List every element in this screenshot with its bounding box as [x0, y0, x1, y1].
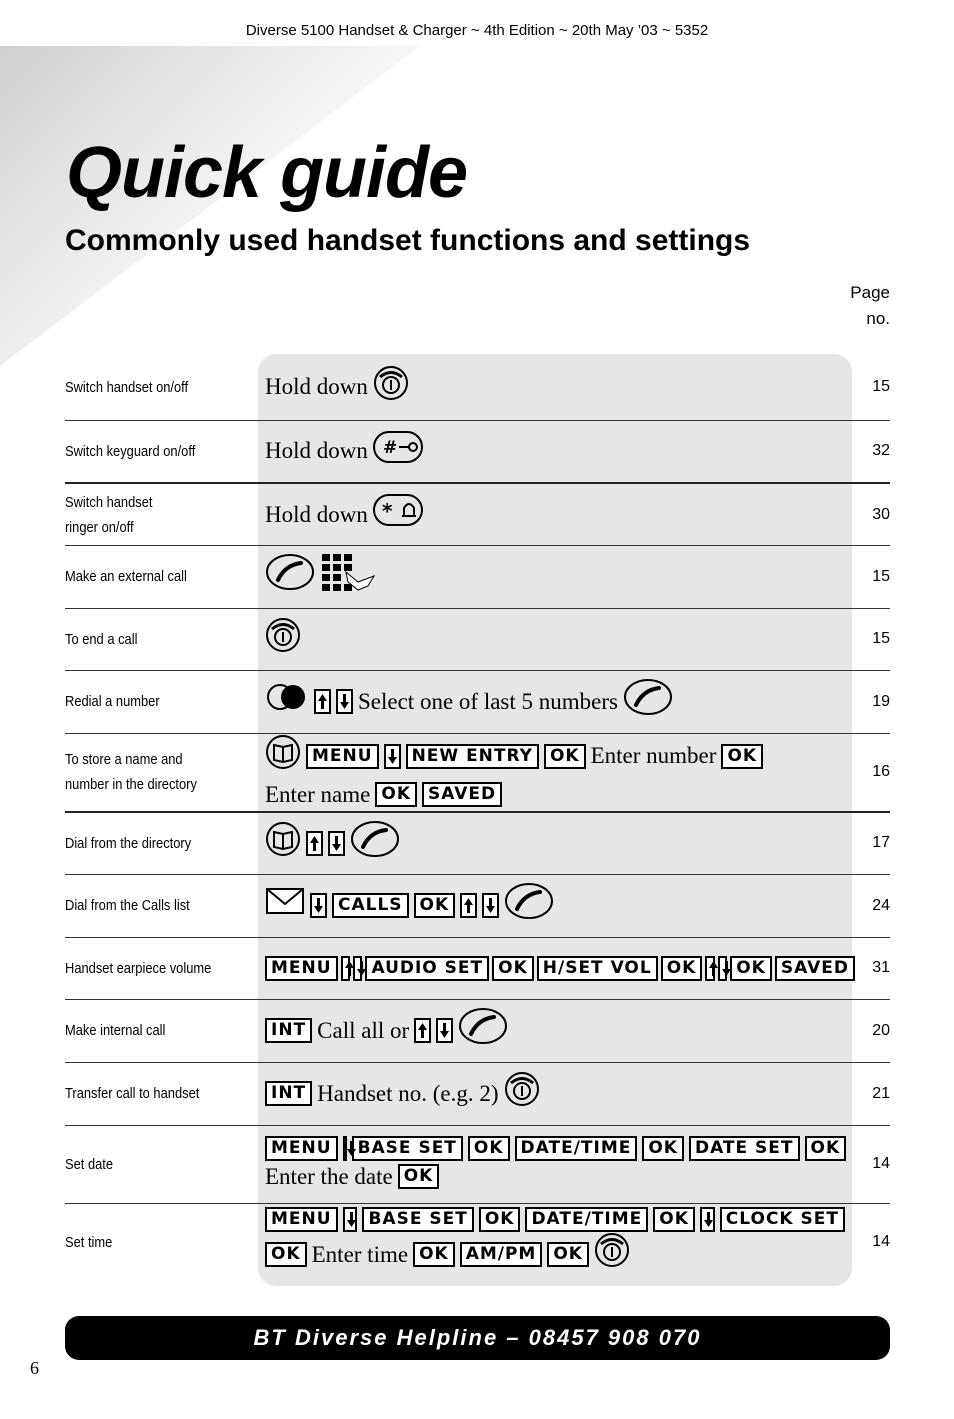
ok-key: OK	[661, 956, 703, 981]
directory-key-icon	[265, 821, 301, 866]
function-label: To end a call	[65, 630, 138, 648]
ok-key: OK	[398, 1164, 440, 1189]
envelope-icon	[265, 887, 305, 924]
page-number: 31	[872, 959, 890, 976]
guide-row	[65, 608, 890, 671]
page-header-line: Page	[850, 283, 890, 302]
ok-key: OK	[468, 1136, 510, 1161]
enter-time-text: Enter time	[311, 1241, 409, 1267]
instruction	[265, 545, 850, 608]
end-call-key-icon	[265, 617, 301, 662]
page-number: 14	[872, 1233, 890, 1250]
instruction	[265, 420, 850, 482]
enter-date-text: Enter the date	[265, 1163, 393, 1189]
up-arrow-key	[306, 831, 323, 856]
hold-down-text: Hold down	[265, 438, 368, 463]
page-subtitle: Commonly used handset functions and settings	[65, 224, 751, 257]
ok-key: OK	[414, 893, 456, 918]
page-number: 15	[872, 630, 890, 647]
svg-text:*: *	[381, 499, 393, 523]
function-label: Switch keyguard on/off	[65, 442, 196, 460]
up-arrow-key	[314, 689, 331, 714]
down-arrow-key	[384, 744, 401, 769]
down-arrow-key	[718, 956, 727, 981]
page-header-line: no.	[866, 309, 890, 328]
instruction	[265, 812, 850, 874]
function-label: Set time	[65, 1233, 113, 1251]
date-time-key: DATE/TIME	[515, 1136, 638, 1161]
guide-row	[65, 1203, 890, 1281]
menu-key: MENU	[306, 744, 379, 769]
base-set-key: BASE SET	[362, 1207, 473, 1232]
ok-key: OK	[544, 744, 586, 769]
page-number: 17	[872, 834, 890, 851]
function-label: Switch handset on/off	[65, 378, 189, 396]
handset-no-text: Handset no. (e.g. 2)	[317, 1080, 499, 1106]
ok-key: OK	[730, 956, 772, 981]
down-arrow-key	[328, 831, 345, 856]
date-time-key: DATE/TIME	[525, 1207, 648, 1232]
guide-row	[65, 937, 890, 1000]
page-number: 15	[872, 378, 890, 395]
function-label: Make an external call	[65, 568, 187, 585]
ok-key: OK	[492, 956, 534, 981]
int-key: INT	[265, 1081, 312, 1106]
down-arrow-key	[436, 1018, 453, 1043]
guide-row	[65, 420, 890, 484]
talk-key-icon	[350, 820, 400, 867]
helpline-banner: BT Diverse Helpline – 08457 908 070	[65, 1316, 890, 1360]
audio-set-key: AUDIO SET	[365, 956, 489, 981]
function-label: To store a name and number in the directory	[65, 751, 197, 793]
talk-key-icon	[504, 882, 554, 929]
int-key: INT	[265, 1018, 312, 1043]
enter-name-text: Enter name	[265, 781, 371, 807]
guide-row	[65, 812, 890, 875]
up-arrow-key	[705, 956, 714, 981]
ok-key: OK	[375, 782, 417, 807]
page-number: 21	[872, 1084, 890, 1102]
am-pm-key: AM/PM	[460, 1242, 543, 1267]
instruction	[265, 937, 855, 999]
guide-row	[65, 999, 890, 1063]
page-number: 20	[872, 1021, 890, 1039]
hset-vol-key: H/SET VOL	[537, 956, 658, 981]
function-label: Set date	[65, 1155, 114, 1173]
clock-set-key: CLOCK SET	[720, 1207, 845, 1232]
page-number: 15	[872, 567, 890, 585]
ok-key: OK	[547, 1242, 589, 1267]
guide-row	[65, 354, 890, 421]
calls-key: CALLS	[332, 893, 409, 918]
saved-key: SAVED	[775, 956, 855, 981]
ok-key: OK	[265, 1242, 307, 1267]
new-entry-key: NEW ENTRY	[406, 744, 539, 769]
instruction	[265, 608, 850, 670]
instruction	[265, 999, 850, 1062]
down-arrow-key	[336, 689, 353, 714]
page-number: 14	[872, 1155, 890, 1172]
menu-key: MENU	[265, 956, 338, 981]
instruction	[265, 874, 850, 937]
down-arrow-key	[700, 1207, 715, 1232]
enter-number-text: Enter number	[590, 743, 717, 768]
end-call-key-icon	[594, 1232, 630, 1277]
svg-text:#: #	[382, 437, 398, 458]
page-number: 32	[872, 442, 890, 459]
ok-key: OK	[805, 1136, 847, 1161]
call-all-text: Call all or	[317, 1017, 410, 1043]
talk-key-icon	[623, 678, 673, 725]
edition-header: Diverse 5100 Handset & Charger ~ 4th Edition ~ 20th May ’03 ~ 5352	[245, 22, 709, 39]
page-number: 16	[872, 763, 890, 780]
menu-key: MENU	[265, 1136, 338, 1161]
page-column-header	[850, 280, 890, 332]
guide-row	[65, 733, 890, 813]
down-arrow-key	[353, 956, 362, 981]
down-arrow-key	[310, 893, 327, 918]
hash-key-icon	[373, 431, 423, 472]
ok-key: OK	[653, 1207, 695, 1232]
up-arrow-key	[414, 1018, 431, 1043]
down-arrow-key	[482, 893, 499, 918]
down-arrow-key	[343, 1136, 347, 1161]
talk-key-icon	[458, 1007, 508, 1054]
function-label: Redial a number	[65, 693, 160, 710]
instruction	[265, 733, 850, 811]
page-title: Quick guide	[66, 133, 468, 213]
page-footer-number: 6	[30, 1358, 39, 1378]
date-set-key: DATE SET	[689, 1136, 800, 1161]
instruction	[265, 1062, 850, 1125]
base-set-key: BASE SET	[352, 1136, 463, 1161]
guide-row	[65, 874, 890, 938]
hold-down-text: Hold down	[265, 374, 368, 399]
function-label: Dial from the directory	[65, 834, 192, 852]
function-label: Handset earpiece volume	[65, 959, 212, 977]
function-label: Dial from the Calls list	[65, 897, 190, 914]
guide-row	[65, 484, 890, 546]
talk-key-icon	[265, 553, 315, 600]
function-label: Switch handset ringer on/off	[65, 493, 153, 536]
redial-key-icon	[265, 682, 309, 721]
guide-row	[65, 1062, 890, 1126]
function-label: Transfer call to handset	[65, 1085, 200, 1102]
page-number: 30	[872, 505, 890, 523]
ok-key: OK	[413, 1242, 455, 1267]
guide-row	[65, 1125, 890, 1204]
ok-key: OK	[721, 744, 763, 769]
guide-row	[65, 545, 890, 609]
menu-key: MENU	[265, 1207, 338, 1232]
down-arrow-key	[343, 1207, 358, 1232]
function-label: Make internal call	[65, 1022, 166, 1039]
saved-key: SAVED	[422, 782, 502, 807]
end-call-key-icon	[373, 365, 409, 410]
directory-key-icon	[265, 734, 301, 779]
instruction	[265, 354, 850, 420]
end-call-key-icon	[504, 1071, 540, 1116]
page-number: 24	[872, 896, 890, 914]
star-bell-key-icon	[373, 494, 423, 535]
ok-key: OK	[642, 1136, 684, 1161]
keypad-icon	[320, 552, 376, 601]
page-number: 19	[872, 692, 890, 710]
instruction	[265, 670, 850, 733]
up-arrow-key	[341, 956, 350, 981]
guide-row	[65, 670, 890, 734]
ok-key: OK	[479, 1207, 521, 1232]
instruction	[265, 484, 850, 545]
up-arrow-key	[460, 893, 477, 918]
select-last-text: Select one of last 5 numbers	[358, 688, 618, 714]
hold-down-text: Hold down	[265, 501, 368, 527]
instruction	[265, 1125, 850, 1203]
instruction	[265, 1203, 850, 1281]
